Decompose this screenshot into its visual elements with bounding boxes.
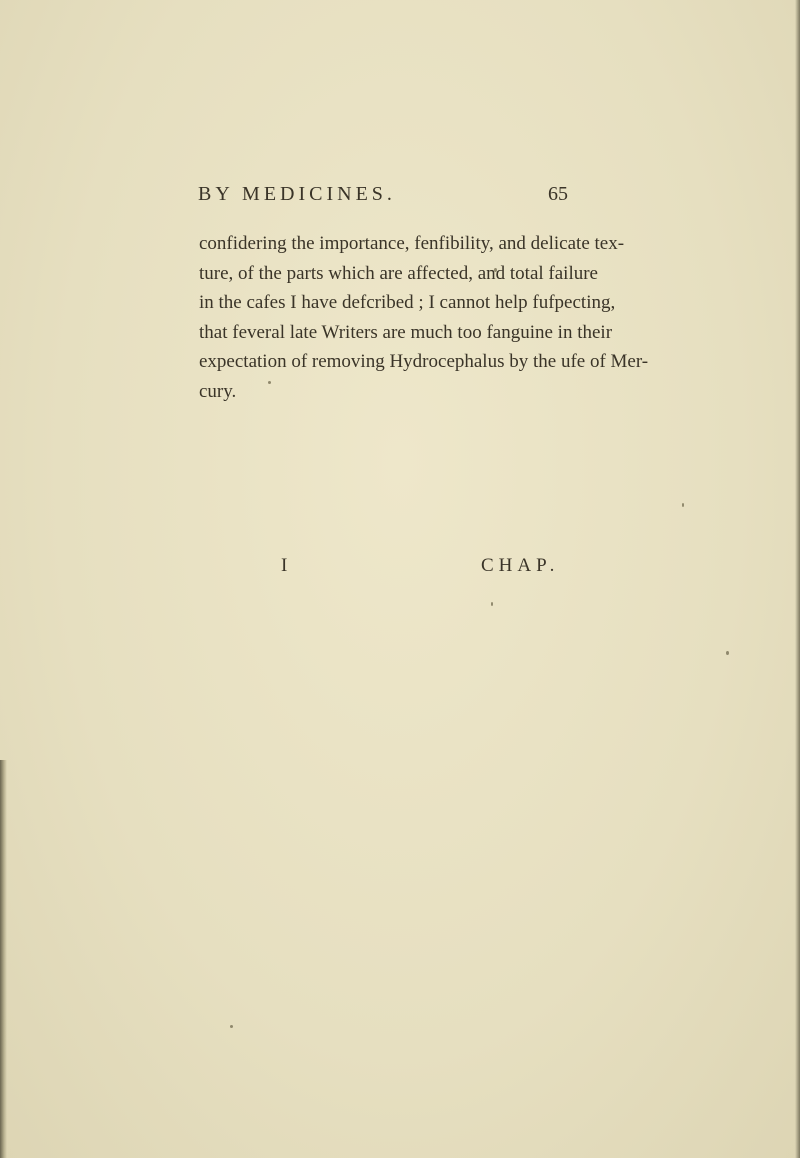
text-line: cury. [199,380,237,402]
text-line: that feveral late Writers are much too fanguine in their [199,321,613,343]
page-left-edge-shadow [0,760,7,1158]
paper-speck [230,1025,233,1028]
text-line: expectation of removing Hydrocephalus by the ufe of Mer- [199,351,649,373]
signature-mark: I [281,555,288,576]
paper-speck [682,503,684,507]
paper-speck [726,651,729,655]
running-head-title: BY MEDICINES. [198,183,396,205]
text-line: ture, of the parts which are affected, and total failure [199,262,598,284]
page-right-edge-shadow [795,0,800,1158]
body-paragraph [199,229,649,407]
paper-speck [491,602,493,606]
text-line: confidering the importance, fenfibility, and delicate tex- [199,233,625,254]
text-line: in the cafes I have defcribed ; I cannot help fufpecting, [199,292,616,314]
running-head [198,183,568,213]
page-number: 65 [548,183,568,205]
catchword: CHAP. [481,555,560,576]
